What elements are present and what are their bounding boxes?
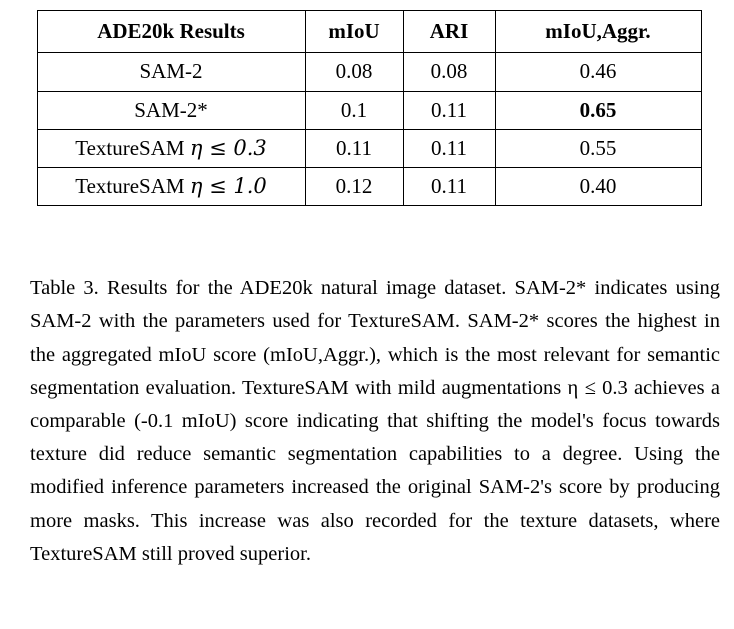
cell-ari: 0.11 xyxy=(403,91,495,129)
column-header-miou-aggr: mIoU,Aggr. xyxy=(495,11,701,53)
cell-miou-aggr: 0.40 xyxy=(495,168,701,206)
ade20k-results-table xyxy=(37,10,702,206)
table-row xyxy=(37,91,701,129)
method-name: TextureSAM xyxy=(75,174,185,198)
method-eta: η ≤ 0.3 xyxy=(189,135,267,160)
cell-ari: 0.11 xyxy=(403,129,495,167)
table-caption: Table 3. Results for the ADE20k natural image dataset. SAM-2* indicates using SAM-2 with the parameters used for TextureSAM. SAM-2* scores the highest in the aggregated mIoU score (mIoU,Aggr.), which is the most relevant for semantic segmentation evaluation. TextureSAM with mild augmentations η ≤ 0.3 achieves a comparable (-0.1 mIoU) score indicating that shifting the model's focus towards texture did reduce semantic segmentation capabilities to a degree. Using the modified inference parameters increased the original SAM-2's score by producing more masks. This increase was also recorded for the texture datasets, where TextureSAM still proved superior. xyxy=(30,277,720,565)
cell-miou: 0.12 xyxy=(305,168,403,206)
cell-miou: 0.08 xyxy=(305,53,403,91)
table-row xyxy=(37,53,701,91)
method-name: TextureSAM xyxy=(75,135,185,160)
row-label xyxy=(37,91,305,129)
table-row xyxy=(37,129,701,167)
cell-ari: 0.11 xyxy=(403,168,495,206)
method-name: SAM-2 xyxy=(139,59,203,84)
row-label xyxy=(37,168,305,206)
row-label xyxy=(37,129,305,167)
column-header-miou: mIoU xyxy=(305,11,403,53)
cell-miou-aggr: 0.46 xyxy=(495,53,701,91)
column-header-dataset: ADE20k Results xyxy=(37,11,305,53)
method-name: SAM-2* xyxy=(134,97,208,122)
cell-miou-aggr: 0.55 xyxy=(495,129,701,167)
cell-miou-aggr: 0.65 xyxy=(495,91,701,129)
method-eta: η ≤ 1.0 xyxy=(189,174,267,198)
table-row xyxy=(37,168,701,206)
column-header-ari: ARI xyxy=(403,11,495,53)
cell-miou: 0.1 xyxy=(305,91,403,129)
cell-ari: 0.08 xyxy=(403,53,495,91)
row-label xyxy=(37,53,305,91)
table-header-row xyxy=(37,11,701,53)
cell-miou: 0.11 xyxy=(305,129,403,167)
